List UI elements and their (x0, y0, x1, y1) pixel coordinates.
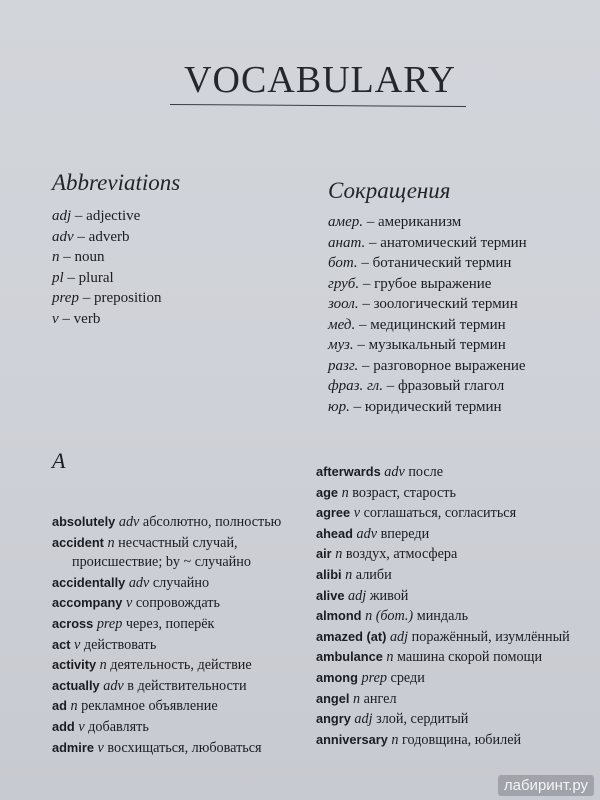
entry-headword: absolutely (52, 514, 116, 529)
entry-definition: впереди (377, 525, 430, 542)
dictionary-entry (52, 533, 302, 573)
abbreviation-meaning: – зоологический термин (358, 296, 518, 312)
dictionary-entry (316, 524, 586, 545)
entry-part-of-speech: n (99, 657, 107, 674)
dictionary-entry (316, 544, 586, 565)
entry-headword: accidentally (52, 574, 126, 590)
entry-part-of-speech: prep (361, 669, 387, 686)
entry-definition: добавлять (84, 718, 149, 735)
entry-definition: воздух, атмосфера (342, 546, 458, 563)
abbreviation-term: adv (52, 228, 74, 245)
abbreviation-item (328, 335, 588, 356)
entry-part-of-speech: v (97, 739, 104, 756)
dictionary-entry (52, 738, 302, 759)
entry-definition: несчастный случай, происшествие; by ~ случайно (72, 534, 251, 571)
entry-headword: actually (52, 677, 100, 693)
abbreviation-term: n (52, 249, 60, 265)
abbreviation-term: груб. (328, 275, 360, 292)
abbreviation-meaning: – adjective (71, 208, 141, 224)
abbreviation-item (328, 376, 588, 397)
abbreviation-term: зоол. (328, 296, 359, 312)
entry-part-of-speech: n (386, 649, 394, 666)
entry-headword: among (316, 669, 358, 685)
entry-headword: almond (316, 608, 362, 624)
abbreviations-en (52, 170, 292, 329)
abbreviation-term: prep (52, 290, 79, 306)
entry-definition: в действительности (123, 677, 247, 694)
abbreviation-item (328, 356, 588, 377)
entry-part-of-speech: adj (354, 711, 373, 728)
entries-right-list (316, 462, 586, 750)
dictionary-entry (52, 676, 302, 697)
entry-headword: ad (52, 698, 67, 714)
dictionary-entry (52, 635, 302, 656)
entry-definition: после (404, 464, 444, 480)
dictionary-entry (52, 655, 302, 676)
dictionary-entry (316, 689, 586, 710)
dictionary-entry (316, 627, 586, 648)
abbreviation-term: v (52, 310, 59, 327)
entry-part-of-speech: adj (348, 587, 367, 604)
abbreviation-term: adj (52, 208, 72, 224)
abbreviation-term: pl (52, 269, 64, 286)
entry-headword: ahead (316, 525, 353, 541)
entry-part-of-speech: n (341, 484, 349, 501)
abbreviation-item (52, 247, 292, 268)
abbreviation-meaning: – noun (59, 249, 105, 265)
abbreviation-meaning: – грубое выражение (359, 275, 492, 292)
dictionary-entry (316, 483, 586, 504)
abbreviation-term: амер. (328, 214, 363, 230)
entry-definition: машина скорой помощи (393, 649, 543, 666)
entry-headword: agree (316, 505, 351, 521)
abbreviation-meaning: – plural (63, 269, 114, 286)
entry-part-of-speech: prep (96, 615, 123, 632)
watermark: лабиринт.ру (498, 775, 594, 796)
entry-definition: годовщина, юбилей (398, 731, 522, 748)
entry-headword: alive (316, 587, 345, 603)
entry-definition: соглашаться, согласиться (360, 505, 517, 522)
entry-headword: activity (52, 657, 97, 673)
entry-part-of-speech: n (бот.) (365, 608, 414, 625)
entry-definition: восхищаться, любоваться (103, 739, 262, 756)
entry-part-of-speech: v (125, 595, 133, 612)
abbreviation-item (52, 288, 292, 309)
section-letter: A (52, 448, 66, 473)
abbreviation-meaning: – музыкальный термин (353, 337, 506, 353)
entry-headword: across (52, 615, 94, 631)
dictionary-entry (316, 730, 586, 751)
entry-definition: миндаль (413, 608, 469, 625)
entry-part-of-speech: n (345, 566, 353, 583)
abbreviation-term: разг. (328, 357, 359, 374)
entry-definition: действовать (80, 636, 157, 653)
entry-part-of-speech: n (335, 546, 343, 563)
entry-part-of-speech: adj (389, 628, 409, 645)
entry-headword: amazed (at) (316, 628, 387, 644)
entry-headword: accompany (52, 595, 123, 611)
dictionary-entry (52, 512, 302, 533)
abbreviation-meaning: – разговорное выражение (358, 357, 526, 374)
abbreviations-ru-heading: Сокращения (328, 178, 451, 203)
entry-headword: alibi (316, 566, 342, 582)
abbreviation-item (328, 294, 588, 315)
entry-definition: рекламное объявление (77, 698, 218, 715)
entry-headword: afterwards (316, 464, 381, 479)
dictionary-entry (316, 606, 586, 627)
abbreviation-term: фраз. гл. (328, 378, 383, 394)
entry-headword: admire (52, 739, 94, 755)
entry-headword: air (316, 546, 332, 562)
abbreviations-ru-list (328, 212, 588, 417)
entry-headword: angry (316, 711, 351, 727)
abbreviations-ru (328, 178, 588, 417)
entry-part-of-speech: v (78, 718, 85, 735)
abbreviations-en-list (52, 206, 292, 329)
dictionary-entry (316, 709, 586, 730)
dictionary-column-left (52, 448, 302, 758)
abbreviation-item (328, 253, 588, 274)
entry-definition: среди (386, 669, 425, 686)
entry-definition: живой (366, 587, 409, 604)
abbreviation-term: анат. (328, 234, 366, 251)
page-title: VOCABULARY (184, 59, 456, 101)
entry-definition: возраст, старость (348, 484, 456, 501)
dictionary-entry (52, 614, 302, 635)
entry-definition: поражённый, изумлённый (408, 628, 570, 645)
dictionary-entry (316, 503, 586, 524)
abbreviation-meaning: – медицинский термин (355, 316, 506, 333)
abbreviation-meaning: – verb (58, 310, 101, 327)
abbreviation-item (52, 227, 292, 248)
entry-part-of-speech: n (70, 698, 78, 715)
abbreviation-term: мед. (328, 316, 356, 333)
entry-definition: злой, сердитый (372, 711, 469, 728)
abbreviation-item (328, 274, 588, 295)
abbreviation-meaning: – юридический термин (349, 398, 502, 415)
abbreviation-meaning: – preposition (78, 290, 162, 306)
abbreviation-term: юр. (328, 398, 350, 415)
entry-headword: ambulance (316, 649, 383, 665)
entry-headword: age (316, 484, 339, 500)
dictionary-entry (52, 593, 302, 614)
abbreviation-term: бот. (328, 255, 358, 271)
dictionary-entry (316, 647, 586, 668)
abbreviation-item (52, 309, 292, 330)
entry-headword: angel (316, 690, 350, 706)
dictionary-entry (52, 696, 302, 717)
abbreviation-meaning: – фразовый глагол (382, 378, 505, 394)
entry-part-of-speech: adv (118, 514, 140, 530)
entry-headword: add (52, 718, 75, 734)
entry-part-of-speech: n (107, 534, 115, 551)
entry-part-of-speech: adv (384, 464, 405, 480)
entries-left-list (52, 512, 302, 758)
entry-headword: anniversary (316, 731, 388, 747)
abbreviation-meaning: – анатомический термин (365, 234, 527, 251)
entry-part-of-speech: adv (103, 677, 124, 694)
entry-part-of-speech: v (74, 636, 81, 653)
entry-headword: act (52, 636, 71, 652)
entry-part-of-speech: n (352, 690, 361, 707)
dictionary-entry (52, 573, 302, 594)
abbreviation-item (328, 233, 588, 254)
dictionary-entry (316, 565, 586, 586)
title-underline (170, 104, 466, 107)
entry-headword: accident (52, 534, 104, 550)
abbreviation-item (328, 397, 588, 418)
entry-part-of-speech: adv (128, 574, 150, 591)
entry-part-of-speech: adv (356, 525, 378, 542)
entry-definition: алиби (352, 566, 392, 583)
abbreviation-item (328, 212, 588, 233)
dictionary-column-right (316, 462, 586, 750)
dictionary-entry (316, 668, 586, 689)
entry-part-of-speech: v (353, 505, 361, 522)
entry-definition: через, поперёк (122, 615, 215, 632)
entry-definition: абсолютно, полностью (139, 514, 282, 530)
entry-definition: случайно (149, 574, 210, 591)
dictionary-entry (316, 462, 586, 483)
abbreviation-item (328, 315, 588, 336)
dictionary-entry (316, 586, 586, 607)
abbreviation-item (52, 268, 292, 289)
abbreviation-term: муз. (328, 337, 354, 353)
abbreviation-meaning: – adverb (73, 228, 130, 245)
abbreviations-en-heading: Abbreviations (52, 170, 181, 195)
entry-definition: деятельность, действие (106, 657, 252, 674)
dictionary-entry (52, 717, 302, 738)
abbreviation-meaning: – американизм (362, 214, 462, 230)
entry-part-of-speech: n (391, 731, 399, 748)
entry-definition: сопровождать (132, 595, 220, 612)
abbreviation-item (52, 206, 292, 227)
abbreviation-meaning: – ботанический термин (357, 255, 512, 271)
entry-definition: ангел (360, 690, 397, 707)
